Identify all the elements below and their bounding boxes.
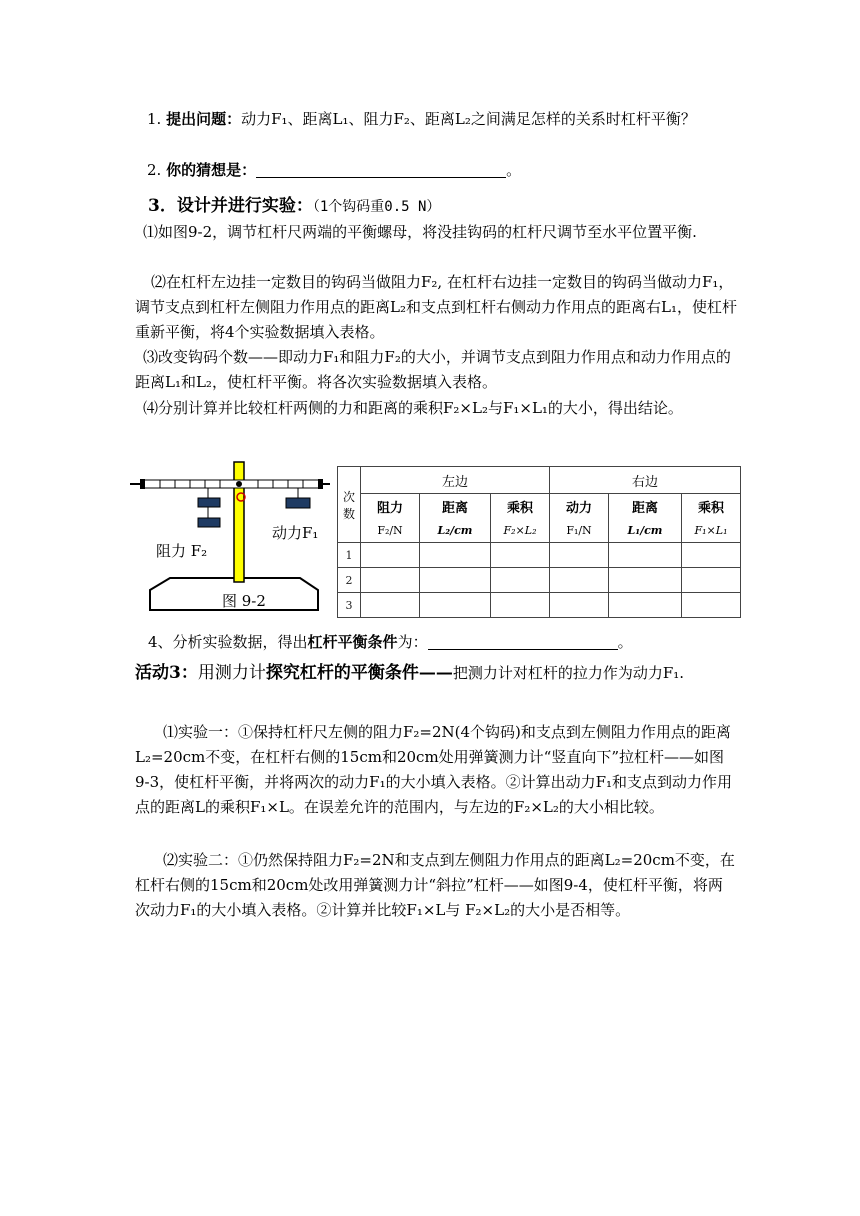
lever-beam xyxy=(142,480,322,488)
table-cell[interactable] xyxy=(550,568,609,593)
activity-3-rest: 把测力计对杠杆的拉力作为动力F₁. xyxy=(452,664,685,682)
activity-3-bold: 探究杠杆的平衡条件—— xyxy=(265,663,453,683)
question-1-text: 动力F₁、距离L₁、阻力F₂、距离L₂之间满足怎样的关系时杠杆平衡？ xyxy=(241,110,696,128)
table-cell[interactable] xyxy=(682,543,741,568)
header-product-right: 乘积 xyxy=(682,494,741,519)
activity-3-heading xyxy=(135,660,737,687)
unit-product-left: F₂×L₂ xyxy=(491,518,550,543)
unit-power: F₁/N xyxy=(550,518,609,543)
table-cell[interactable] xyxy=(491,593,550,618)
left-weight-1 xyxy=(198,498,220,507)
step-2: ⑵在杠杆左边挂一定数目的钩码当做阻力F₂, 在杠杆右边挂一定数目的钩码当做动力F₁，调节支点到杠杆左侧阻力作用点的距离L₂和支点到杠杆右侧动力作用点的距离右L₁，使杠杆重新平衡，将4个实验数据填入表格。 xyxy=(135,273,737,341)
activity-3-title: 活动3： xyxy=(135,663,198,683)
pivot-point xyxy=(236,481,242,487)
label-power-force: 动力F₁ xyxy=(272,524,319,542)
question-2-end: 。 xyxy=(506,161,522,179)
table-row xyxy=(338,568,741,593)
row-index: 3 xyxy=(338,593,361,618)
question-2 xyxy=(135,158,737,183)
activity-3-title2: 用测力计 xyxy=(197,663,266,683)
table-cell[interactable] xyxy=(491,568,550,593)
question-4-bold: 杠杆平衡条件 xyxy=(307,633,398,651)
question-1 xyxy=(135,107,737,132)
question-1-label: 提出问题： xyxy=(166,110,242,128)
question-3-note: （1个钩码重0.5 N） xyxy=(312,199,441,215)
header-product-left: 乘积 xyxy=(491,494,550,519)
row-index: 1 xyxy=(338,543,361,568)
index-header-top: 次 xyxy=(342,489,355,504)
header-distance-left: 距离 xyxy=(420,494,491,519)
question-4 xyxy=(148,630,750,655)
unit-distance-right: L₁/cm xyxy=(609,518,682,543)
unit-distance-left: L₂/cm xyxy=(420,518,491,543)
header-power: 动力 xyxy=(550,494,609,519)
experiment-table xyxy=(337,466,741,618)
group-left-header: 左边 xyxy=(361,467,550,494)
table-cell[interactable] xyxy=(550,593,609,618)
header-resistance: 阻力 xyxy=(361,494,420,519)
table-row xyxy=(338,543,741,568)
question-2-number: 2. xyxy=(147,161,162,179)
right-weight xyxy=(286,498,310,508)
header-distance-right: 距离 xyxy=(609,494,682,519)
table-row xyxy=(338,593,741,618)
table-cell[interactable] xyxy=(361,593,420,618)
index-header-bottom: 数 xyxy=(342,506,355,521)
group-right-header: 右边 xyxy=(550,467,741,494)
table-cell[interactable] xyxy=(609,593,682,618)
question-4-end: 。 xyxy=(617,633,633,651)
table-cell[interactable] xyxy=(420,543,491,568)
guess-answer-blank[interactable] xyxy=(256,161,506,178)
figure-caption: 图 9-2 xyxy=(222,592,266,610)
table-cell[interactable] xyxy=(682,593,741,618)
table-cell[interactable] xyxy=(361,543,420,568)
unit-resistance: F₂/N xyxy=(361,518,420,543)
table-cell[interactable] xyxy=(609,568,682,593)
question-1-number: 1. xyxy=(147,110,162,128)
unit-product-right: F₁×L₁ xyxy=(682,518,741,543)
row-index: 2 xyxy=(338,568,361,593)
question-3-heading xyxy=(148,194,750,220)
table-cell[interactable] xyxy=(420,593,491,618)
table-cell[interactable] xyxy=(609,543,682,568)
table-cell[interactable] xyxy=(682,568,741,593)
experiment-2: ⑵实验二：①仍然保持阻力F₂=2N和支点到左侧阻力作用点的距离L₂=20cm不变，在杠杆右侧的15cm和20cm处改用弹簧测力计“斜拉”杠杆——如图9-4，使杠杆平衡，将两次动力F₁的大小填入表格。②计算并比较F₁×L与 F₂×L₂的大小是否相等。 xyxy=(135,851,735,919)
left-weight-2 xyxy=(198,518,220,527)
table-cell[interactable] xyxy=(420,568,491,593)
table-cell[interactable] xyxy=(550,543,609,568)
table-cell[interactable] xyxy=(491,543,550,568)
step-3: ⑶改变钩码个数——即动力F₁和阻力F₂的大小，并调节支点到阻力作用点和动力作用点的距离L₁和L₂，使杠杆平衡。将各次实验数据填入表格。 xyxy=(135,348,731,391)
question-4-text: 4、分析实验数据，得出 xyxy=(148,633,308,651)
index-header xyxy=(338,467,361,543)
question-3-title: 3．设计并进行实验： xyxy=(148,196,313,216)
step-4: ⑷分别计算并比较杠杆两侧的力和距离的乘积F₂×L₂与F₁×L₁的大小，得出结论。 xyxy=(143,399,683,417)
question-2-label: 你的猜想是： xyxy=(166,161,257,179)
step-1: ⑴如图9-2，调节杠杆尺两端的平衡螺母，将没挂钩码的杠杆尺调节至水平位置平衡. xyxy=(143,223,697,241)
experiment-1: ⑴实验一：①保持杠杆尺左侧的阻力F₂=2N(4个钩码)和支点到左侧阻力作用点的距离L₂=20cm不变，在杠杆右侧的15cm和20cm处用弹簧测力计“竖直向下”拉杠杆——如图9-3，使杠杆平衡，并将两次的动力F₁的大小填入表格。②计算出动力F₁和支点到动力作用点的距离L的乘积F₁×L。在误差允许的范围内，与左边的F₂×L₂的大小相比较。 xyxy=(135,723,733,816)
table-cell[interactable] xyxy=(361,568,420,593)
question-4-tail: 为： xyxy=(397,633,428,651)
condition-answer-blank[interactable] xyxy=(428,633,618,650)
label-resistance-force: 阻力 F₂ xyxy=(156,542,208,560)
